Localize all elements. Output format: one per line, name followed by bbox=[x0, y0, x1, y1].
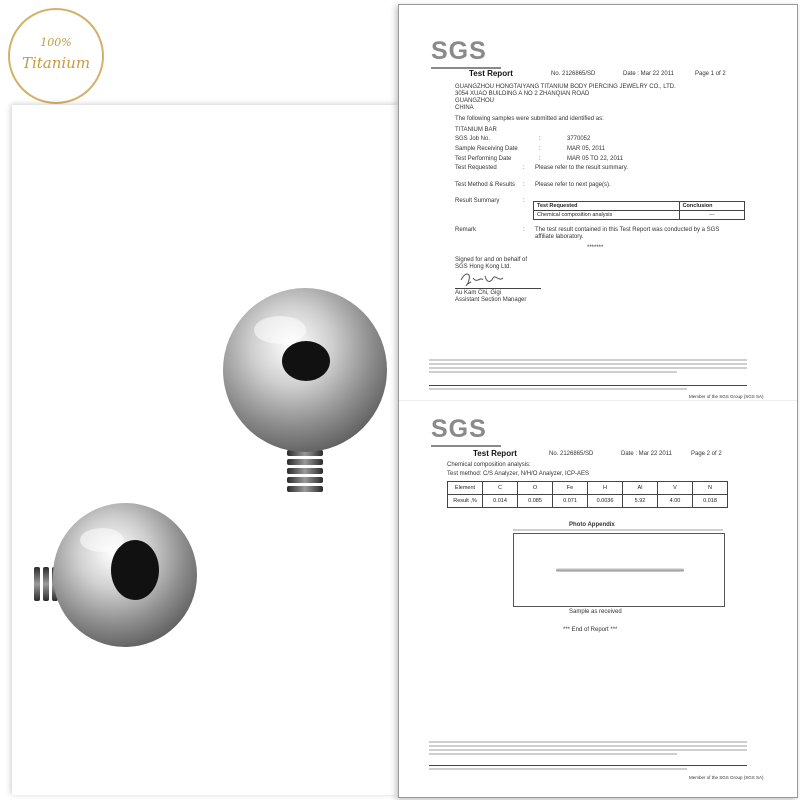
remark-line: The test result contained in this Test Report was conducted by a SGS bbox=[535, 227, 720, 233]
remark-label: Remark bbox=[455, 227, 477, 233]
sgs-test-report bbox=[398, 4, 798, 798]
analysis-label: Chemical composition analysis: bbox=[447, 462, 531, 468]
results-cell: 4.00 bbox=[658, 495, 693, 508]
end-of-report: *** End of Report *** bbox=[563, 627, 618, 633]
signature-rule bbox=[455, 288, 541, 289]
fine-print bbox=[429, 388, 687, 390]
results-header: O bbox=[518, 482, 553, 495]
photo-caption: Sample as received bbox=[569, 609, 622, 615]
badge-percent: 100% bbox=[40, 36, 72, 49]
field-value: MAR 05, 2011 bbox=[567, 146, 605, 152]
thread-large bbox=[287, 450, 323, 492]
fine-print bbox=[429, 745, 747, 747]
signatory-name: Au Kam Chi, Gigi bbox=[455, 290, 502, 296]
fine-print bbox=[429, 741, 747, 743]
sgs-logo: SGS bbox=[431, 415, 487, 443]
badge-word: Titanium bbox=[21, 54, 91, 72]
footer-rule bbox=[429, 385, 747, 386]
results-header: V bbox=[658, 482, 693, 495]
fine-print bbox=[429, 367, 747, 369]
signatory-title: Assistant Section Manager bbox=[455, 297, 527, 303]
summary-header: Test Requested bbox=[534, 202, 680, 211]
results-cell: 5.92 bbox=[623, 495, 658, 508]
fine-print bbox=[513, 529, 723, 531]
fine-print bbox=[429, 359, 747, 361]
page-number: Page 1 of 2 bbox=[695, 71, 726, 77]
photo-appendix-title: Photo Appendix bbox=[569, 522, 615, 528]
field-label: Test Requested bbox=[455, 165, 497, 171]
results-header: Al bbox=[623, 482, 658, 495]
results-cell: 0.0036 bbox=[588, 495, 623, 508]
field-label: SGS Job No. bbox=[455, 136, 491, 142]
fine-print bbox=[429, 371, 677, 373]
sgs-logo: SGS bbox=[431, 37, 487, 65]
results-header: Element bbox=[448, 482, 483, 495]
field-label: Sample Receiving Date bbox=[455, 146, 518, 152]
client-line: 3054 XUAO BUILDING A NO 2 ZHANQIAN ROAD bbox=[455, 91, 590, 97]
client-line: GUANGZHOU HONGTAIYANG TITANIUM BODY PIERCING JEWELRY CO., LTD. bbox=[455, 84, 676, 90]
field-label: Test Method & Results bbox=[455, 182, 516, 188]
signature bbox=[457, 270, 507, 288]
field-value: Please refer to the result summary. bbox=[535, 165, 628, 171]
titanium-badge bbox=[8, 8, 104, 104]
results-cell: 0.018 bbox=[693, 495, 728, 508]
footer-rule bbox=[429, 765, 747, 766]
results-cell: 0.071 bbox=[553, 495, 588, 508]
sample-photo bbox=[513, 533, 725, 607]
summary-header: Conclusion bbox=[679, 202, 744, 211]
footer-member: Member of the SGS Group (SGS SA) bbox=[689, 394, 764, 399]
report-date: Date : Mar 22 2011 bbox=[623, 71, 674, 77]
field-value: Please refer to next page(s). bbox=[535, 182, 611, 188]
results-header: Fe bbox=[553, 482, 588, 495]
report-date: Date : Mar 22 2011 bbox=[621, 451, 672, 457]
report-title: Test Report bbox=[473, 449, 517, 458]
fine-print bbox=[429, 749, 747, 751]
client-line: GUANGZHOU bbox=[455, 98, 494, 104]
test-method: Test method: C/S Analyzer, N/H/O Analyzer, ICP-AES bbox=[447, 471, 590, 477]
signed-line: Signed for and on behalf of bbox=[455, 257, 528, 263]
results-cell: 0.014 bbox=[483, 495, 518, 508]
field-value: MAR 05 TO 22, 2011 bbox=[567, 156, 624, 162]
logo-rule bbox=[431, 445, 501, 447]
results-cell: 0.085 bbox=[518, 495, 553, 508]
report-title: Test Report bbox=[469, 69, 513, 78]
remark-line: affiliate laboratory. bbox=[535, 234, 584, 240]
client-line: CHINA bbox=[455, 105, 474, 111]
field-value: 3770052 bbox=[567, 136, 591, 142]
report-page-1: SGS Test Report No. 2126865/SD Date : Mar 22 2011 Page 1 of 2 GUANGZHOU HONGTAIYANG TITANIUM BODY PIERCING JEWELRY CO., LTD. 3054 XUAO BUILDING A NO 2 ZHANQIAN ROAD GUANGZHOU CHINA The following samples were submitted and identified as: TITANIUM BAR SGS Job No. : 3770052 Sample Receiving Date : MAR 05, 2011 Test Performing Date : MAR 05 TO 22, 2011 Test Requested : Please refer to the result summary. Test Method & Results : Please refer to next page(s). Result Summary : Test Requested Conclusion Chemical composition analysis --- Remark : The test result contained in this Test Report was conducted by a SGS affiliate laboratory. ******* Signed for and on behalf of SGS Hong Kong Ltd. Au Kam Chi, Gigi Assistant Section Manager Member of the SGS Group (SGS SA) bbox=[399, 5, 797, 390]
summary-cell: --- bbox=[679, 211, 744, 220]
sample-name: TITANIUM BAR bbox=[455, 127, 497, 133]
results-table bbox=[447, 481, 728, 508]
titanium-ball-large bbox=[210, 285, 400, 505]
report-page-2 bbox=[399, 400, 797, 796]
field-label: Test Performing Date bbox=[455, 156, 512, 162]
report-number: No. 2126865/SD bbox=[551, 71, 596, 77]
intro-text: The following samples were submitted and identified as: bbox=[455, 116, 604, 122]
report-number: No. 2126865/SD bbox=[549, 451, 594, 457]
fine-print bbox=[429, 363, 747, 365]
fine-print bbox=[429, 768, 687, 770]
stars: ******* bbox=[587, 245, 604, 251]
summary-table bbox=[533, 201, 745, 220]
summary-cell: Chemical composition analysis bbox=[534, 211, 680, 220]
results-cell: Result ,% bbox=[448, 495, 483, 508]
fine-print bbox=[429, 753, 677, 755]
page-number: Page 2 of 2 bbox=[691, 451, 722, 457]
results-header: H bbox=[588, 482, 623, 495]
titanium-ball-small bbox=[32, 495, 197, 655]
result-summary-label: Result Summary bbox=[455, 198, 500, 204]
footer-member: Member of the SGS Group (SGS SA) bbox=[689, 775, 764, 780]
results-header: C bbox=[483, 482, 518, 495]
signed-line: SGS Hong Kong Ltd. bbox=[455, 264, 512, 270]
results-header: N bbox=[693, 482, 728, 495]
titanium-bar-image bbox=[556, 568, 684, 572]
